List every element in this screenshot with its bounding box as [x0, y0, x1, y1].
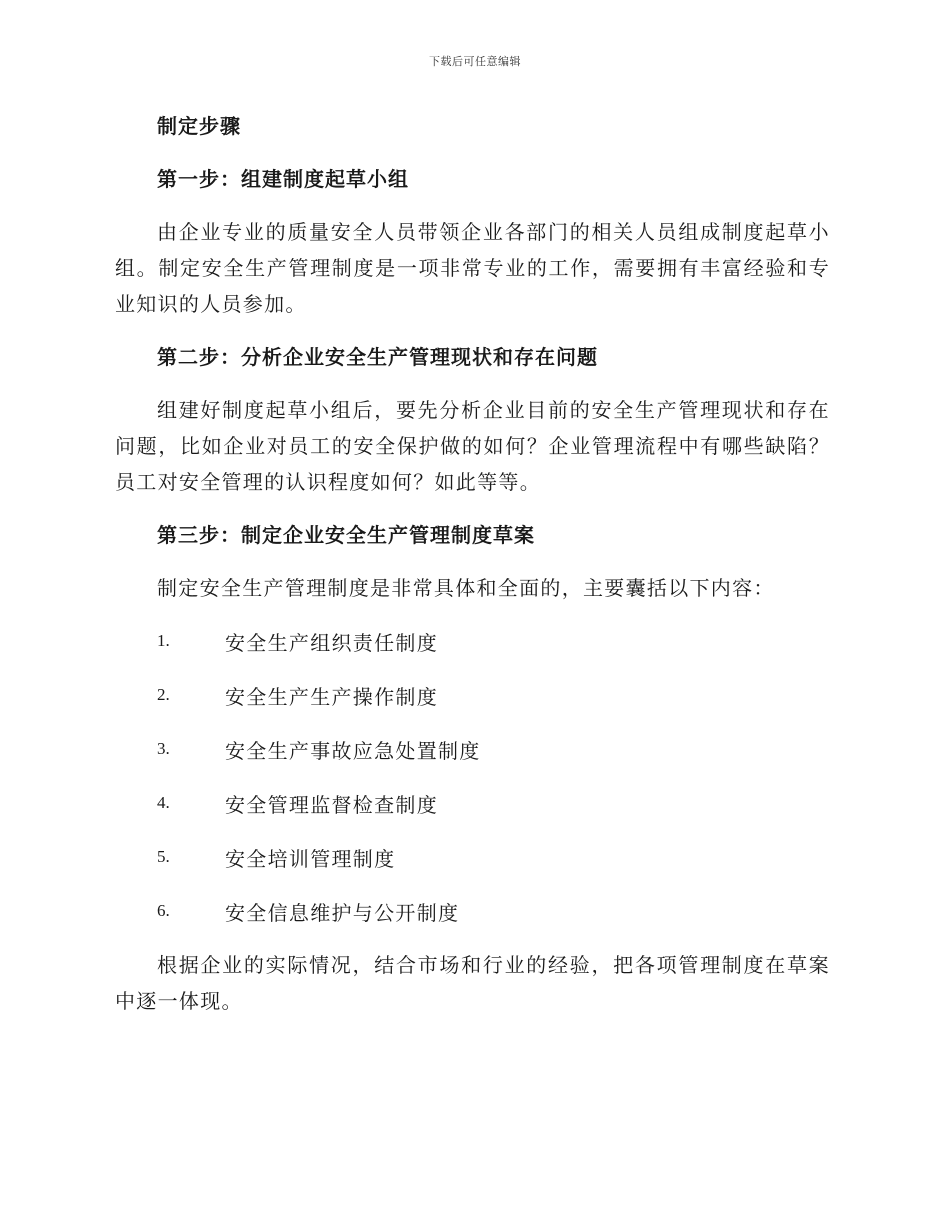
step3-intro: 制定安全生产管理制度是非常具体和全面的，主要囊括以下内容： — [157, 576, 775, 600]
list-item-number: 5. — [157, 847, 170, 866]
step3-conclusion: 根据企业的实际情况，结合市场和行业的经验，把各项管理制度在草案中逐一体现。 — [115, 953, 830, 1013]
list-item-text: 安全管理监督检查制度 — [225, 792, 438, 817]
list-item-number: 1. — [157, 631, 170, 650]
policy-list — [115, 623, 830, 929]
step2-heading: 第二步：分析企业安全生产管理现状和存在问题 — [157, 345, 598, 369]
step2-paragraph: 组建好制度起草小组后，要先分析企业目前的安全生产管理现状和存在问题，比如企业对员工的安全保护做的如何？企业管理流程中有哪些缺陷？员工对安全管理的认识程度如何？如此等等。 — [115, 398, 830, 494]
list-item-text: 安全信息维护与公开制度 — [225, 900, 460, 925]
list-item — [115, 839, 830, 875]
list-item — [115, 893, 830, 929]
step1-heading: 第一步：组建制度起草小组 — [157, 167, 409, 191]
list-item-text: 安全生产生产操作制度 — [225, 684, 438, 709]
list-item-number: 6. — [157, 901, 170, 920]
page-header: 下载后可任意编辑 — [429, 55, 521, 68]
list-item — [115, 731, 830, 767]
list-item-number: 2. — [157, 685, 170, 704]
list-item — [115, 785, 830, 821]
list-item-text: 安全生产组织责任制度 — [225, 630, 438, 655]
list-item-number: 4. — [157, 793, 170, 812]
step1-paragraph: 由企业专业的质量安全人员带领企业各部门的相关人员组成制度起草小组。制定安全生产管理制度是一项非常专业的工作，需要拥有丰富经验和专业知识的人员参加。 — [115, 220, 830, 316]
list-item-text: 安全培训管理制度 — [225, 846, 396, 871]
list-item — [115, 623, 830, 659]
list-item-text: 安全生产事故应急处置制度 — [225, 738, 481, 763]
step3-heading: 第三步：制定企业安全生产管理制度草案 — [157, 523, 535, 547]
document-title: 制定步骤 — [157, 114, 241, 138]
document-body — [115, 108, 830, 1036]
list-item — [115, 677, 830, 713]
list-item-number: 3. — [157, 739, 170, 758]
